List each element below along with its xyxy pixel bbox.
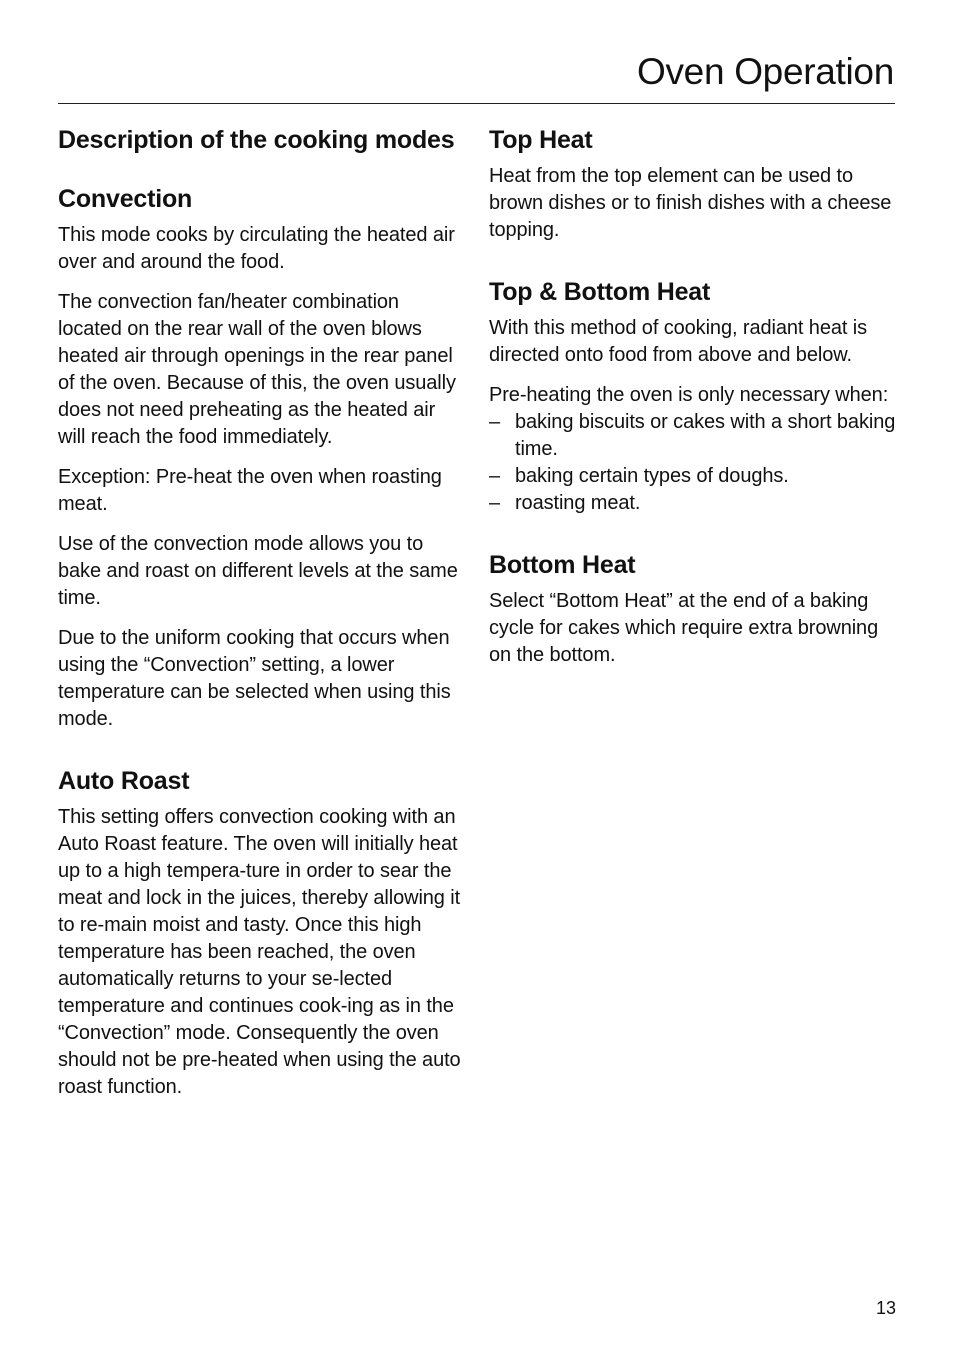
header-rule [58,103,895,104]
preheat-list [489,409,899,517]
top-bottom-heat-paragraph: With this method of cooking, radiant heat is directed onto food from above and below. [489,317,868,366]
page-number: 13 [875,1298,896,1318]
top-heat-paragraph: Heat from the top element can be used to brown dishes or to finish dishes with a cheese topping. [489,165,892,241]
convection-paragraph-4: Due to the uniform cooking that occurs when using the “Convection” setting, a lower temperature can be selected when using this mode. [58,627,451,730]
heading-top-heat: Top Heat [489,126,593,154]
exception-label: Exception: [58,466,151,488]
dash-marker: – [489,465,501,487]
list-item [489,490,899,517]
convection-paragraph-2: The convection fan/heater combination located on the rear wall of the oven blows heated air through openings in the rear panel of the oven. Because of this, the oven usually does not need preheating as the heated air will reach the food immediately. [58,291,456,448]
auto-roast-paragraph: This setting offers convection cooking with an Auto Roast feature. The oven will initially heat up to a high tempera-ture in order to sear the meat and lock in the juices, thereby allowing it to re-main moist and tasty. Once this high temperature has been reached, the oven automatically returns to your se-lected temperature and continues cook-ing as in the “Convection” mode. Consequently the oven should not be pre-heated when using the auto roast function. [58,806,461,1098]
list-item [489,409,899,463]
list-item-text: baking biscuits or cakes with a short baking time. [515,411,896,460]
dash-marker: – [489,492,501,514]
exception-text: Pre-heat the oven when roasting meat. [58,466,442,515]
right-column [489,124,899,669]
page-title: Oven Operation [636,51,894,92]
list-item-text: roasting meat. [515,492,641,514]
left-column [58,124,463,1101]
bottom-heat-paragraph: Select “Bottom Heat” at the end of a baking cycle for cakes which require extra browning on the bottom. [489,590,879,666]
heading-auto-roast: Auto Roast [58,767,190,795]
heading-top-bottom-heat: Top & Bottom Heat [489,278,711,306]
convection-paragraph-3: Use of the convection mode allows you to bake and roast on different levels at the same time. [58,533,458,609]
convection-paragraph-1: This mode cooks by circulating the heated air over and around the food. [58,224,455,273]
dash-marker: – [489,411,501,433]
convection-exception [58,464,463,518]
list-item-text: baking certain types of doughs. [515,465,789,487]
heading-bottom-heat: Bottom Heat [489,551,636,579]
preheat-intro: Pre-heating the oven is only necessary when: [489,384,889,406]
heading-convection: Convection [58,185,193,213]
section-heading-cooking-modes: Description of the cooking modes [58,126,455,154]
list-item [489,463,899,490]
